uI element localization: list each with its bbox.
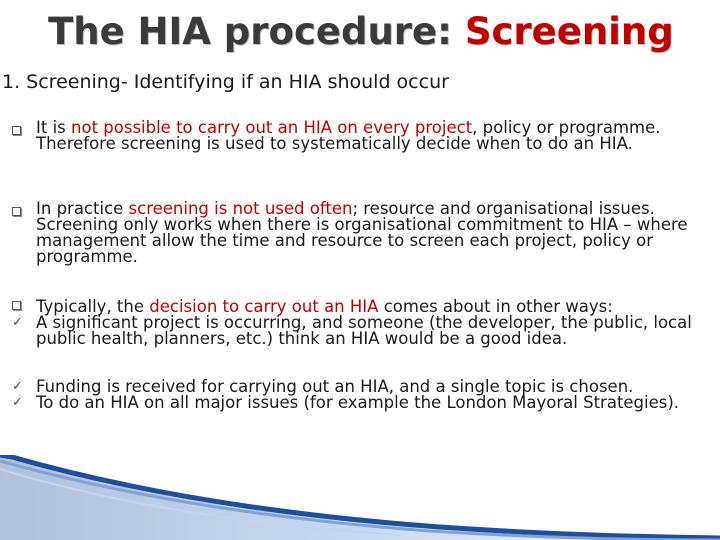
section-heading: 1. Screening- Identifying if an HIA should occur — [2, 71, 449, 93]
square-bullet-icon — [12, 205, 21, 221]
square-bullet-icon — [12, 124, 21, 140]
title-main: The HIA procedure: — [48, 10, 465, 53]
list-item: It is not possible to carry out an HIA on every project, policy or programme. Therefore screening is used to systematically decide when to do an HIA. — [36, 118, 661, 153]
slide-title — [48, 6, 674, 58]
check-icon: ✓ — [12, 395, 23, 410]
list-item: In practice screening is not used often; resource and organisational issues. Screening only works when there is organisational commitment to HIA – where management allow the time and resource to screen each project, policy or programme. — [36, 199, 688, 266]
list-item: Typically, the decision to carry out an HIA comes about in other ways: — [36, 297, 613, 316]
check-item: Funding is received for carrying out an HIA, and a single topic is chosen. — [36, 377, 634, 396]
square-bullet-icon — [12, 299, 21, 315]
check-icon: ✓ — [12, 379, 23, 394]
check-icon: ✓ — [12, 315, 23, 330]
title-accent: Screening — [464, 10, 674, 53]
check-item: To do an HIA on all major issues (for example the London Mayoral Strategies). — [36, 393, 680, 412]
check-item: A significant project is occurring, and someone (the developer, the public, local public health, planners, etc.) think an HIA would be a good idea. — [36, 313, 692, 348]
decorative-swoosh — [0, 455, 720, 540]
